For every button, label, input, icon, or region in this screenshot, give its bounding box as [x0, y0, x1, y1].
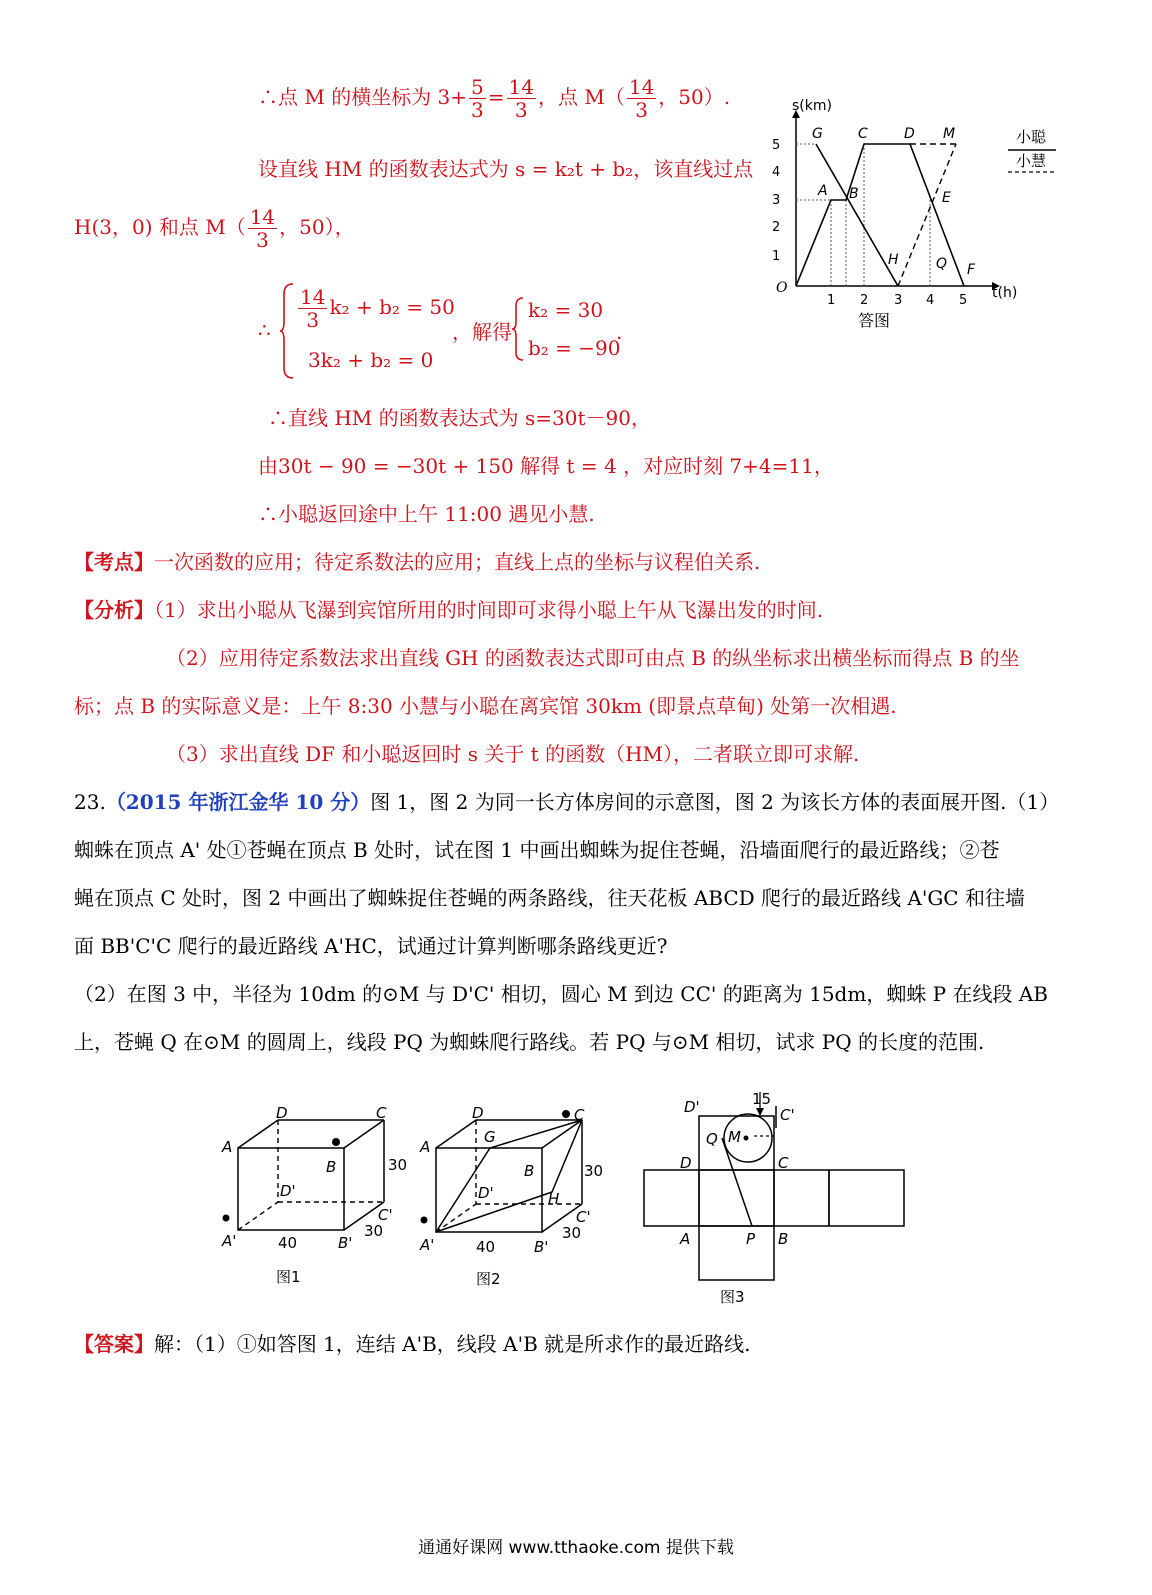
fig1-d2: D'	[280, 1182, 296, 1200]
xtick-5: 5	[959, 293, 968, 308]
xtick-2: 2	[860, 293, 869, 308]
equation-1: $\frac{14}{3}$ k₂ + b₂ = 50	[300, 285, 455, 332]
point-f: F	[967, 262, 976, 278]
q23-line-5: （2）在图 3 中，半径为 10dm 的⊙M 与 D'C' 相切，圆心 M 到边 CC' 的距离为 15dm，蜘蛛 P 在线段 AB	[74, 982, 1048, 1006]
fig2-d2: D'	[478, 1184, 494, 1202]
xtick-1: 1	[827, 293, 836, 308]
fig2-dim-30-depth: 30	[562, 1224, 582, 1242]
period: .	[616, 320, 623, 344]
figure-3	[640, 1088, 912, 1314]
graph-caption: 答图	[858, 311, 891, 330]
fig3-m: M	[728, 1128, 741, 1146]
line-hm-expression: ∴直线 HM 的函数表达式为 s=30t－90，	[268, 406, 651, 430]
line-hm	[898, 144, 956, 286]
fraction-14-3-b: $\frac{14}{3}$	[628, 75, 655, 122]
fig3-c2: C'	[780, 1106, 795, 1124]
equation-2: 3k₂ + b₂ = 0	[308, 348, 434, 372]
b-value: b₂ = −90	[528, 336, 621, 360]
fenxi-line-2b: 标；点 B 的实际意义是：上午 8:30 小慧与小聪在离宾馆 30km (即景点草甸) 处第一次相遇.	[74, 694, 897, 718]
kaodian-tag: 【考点】	[74, 550, 154, 574]
q23-line-2: 蜘蛛在顶点 A' 处①苍蝇在顶点 B 处时，试在图 1 中画出蜘蛛为捉住苍蝇，沿墙面爬行的最近路线；②苍	[74, 838, 1000, 862]
footer: 通通好课网 www.tthaoke.com 提供下载	[418, 1538, 734, 1558]
fig1-b: B	[326, 1158, 337, 1176]
fig1-a: A	[222, 1138, 233, 1156]
ytick-3: 3	[772, 193, 781, 208]
fenxi-line-1: 【分析】（1）求出小聪从飞瀑到宾馆所用的时间即可求得小聪上午从飞瀑出发的时间.	[74, 598, 824, 622]
fig2-h: H	[548, 1190, 560, 1208]
fig1-c2: C'	[378, 1206, 393, 1224]
set-line-hm: 设直线 HM 的函数表达式为 s = k₂t + b₂，该直线过点	[258, 157, 754, 181]
fig3-d: D	[680, 1154, 692, 1172]
fig1-dim-30-depth: 30	[364, 1222, 384, 1240]
point-c: C	[858, 126, 868, 142]
fly-icon	[562, 1110, 570, 1118]
segment-pq	[722, 1138, 752, 1226]
fig1-b2: B'	[338, 1234, 353, 1252]
fig1-dim-30-height: 30	[388, 1156, 408, 1174]
kaodian-line	[74, 548, 760, 576]
fig2-c2: C'	[576, 1208, 591, 1226]
therefore-symbol: ∴	[258, 318, 271, 342]
fig3-dim-15: 15	[752, 1090, 772, 1108]
fig2-g: G	[484, 1128, 496, 1146]
x-axis-label: t(h)	[992, 285, 1018, 301]
fraction-14-3: $\frac{14}{3}$	[508, 75, 534, 122]
spider-icon	[421, 1217, 428, 1224]
point-d: D	[904, 126, 915, 142]
ytick-1: 1	[772, 249, 781, 264]
fig2-dim-30-height: 30	[584, 1162, 604, 1180]
ytick-5: 5	[772, 138, 781, 153]
q23-line-1: 23.（2015 年浙江金华 10 分）图 1，图 2 为同一长方体房间的示意图，图 2 为该长方体的表面展开图.（1）	[74, 790, 1060, 814]
fig3-a: A	[680, 1230, 691, 1248]
q23-line-6: 上，苍蝇 Q 在⊙M 的圆周上，线段 PQ 为蜘蛛爬行路线。若 PQ 与⊙M 相切，试求 PQ 的长度的范围.	[74, 1030, 985, 1054]
spider-icon	[223, 1215, 230, 1222]
fig3-caption: 图3	[720, 1288, 745, 1306]
figure-1	[214, 1104, 414, 1294]
fig1-d: D	[276, 1104, 288, 1122]
fig2-dim-40: 40	[476, 1238, 496, 1256]
figure-2	[412, 1106, 616, 1296]
legend-xiaohui: 小慧	[1016, 152, 1047, 170]
point-g: G	[812, 126, 823, 142]
point-e: E	[942, 190, 951, 206]
fig1-dim-40: 40	[278, 1234, 298, 1252]
fig2-a2: A'	[420, 1236, 435, 1254]
q23-number: 23.	[74, 790, 106, 814]
conclusion: ∴小聪返回途中上午 11:00 遇见小慧.	[258, 502, 595, 526]
fig3-q: Q	[706, 1130, 718, 1148]
point-b: B	[849, 186, 859, 202]
point-a: A	[818, 183, 828, 199]
fig2-caption: 图2	[476, 1270, 501, 1288]
m-abscissa-line: ∴点 M 的横坐标为 3+ $\frac{5}{3}$ = $\frac{14}{3}$ ，点 M（ $\frac{14}{3}$ ，50）.	[258, 75, 731, 122]
answer-line	[74, 1330, 751, 1358]
fig3-d2: D'	[684, 1098, 700, 1116]
left-brace-icon-2	[511, 296, 525, 362]
fig3-p: P	[746, 1230, 756, 1248]
fig3-b: B	[778, 1230, 789, 1248]
fig2-c: C	[574, 1106, 585, 1124]
ytick-4: 4	[772, 165, 781, 180]
left-brace-icon	[279, 282, 295, 380]
point-m: M	[943, 126, 956, 142]
fenxi-line-2a: （2）应用待定系数法求出直线 GH 的函数表达式即可由点 B 的纵坐标求出横坐标而得点 B 的坐	[166, 646, 1020, 670]
q23-source: （2015 年浙江金华 10 分）	[105, 790, 371, 814]
ytick-2: 2	[772, 220, 781, 235]
legend-xiaocong: 小聪	[1016, 128, 1047, 146]
h-m-points: H(3，0) 和点 M（ $\frac{14}{3}$ ，50），	[74, 205, 355, 252]
fig2-b2: B'	[534, 1238, 549, 1256]
m-abscissa-pre: ∴点 M 的横坐标为 3+	[258, 85, 468, 109]
answer-graph	[760, 92, 1060, 342]
fig1-caption: 图1	[276, 1268, 301, 1286]
point-q: Q	[936, 256, 948, 272]
from-equation: 由30t − 90 = −30t + 150 解得 t = 4 ，对应时刻 7+4=11，	[258, 454, 834, 478]
fraction-5-3: $\frac{5}{3}$	[471, 75, 484, 122]
fig2-d: D	[472, 1106, 484, 1122]
xtick-3: 3	[894, 293, 903, 308]
fenxi-tag: 【分析】	[74, 598, 154, 622]
q23-line-4: 面 BB'C'C 爬行的最近路线 A'HC，试通过计算判断哪条路线更近?	[74, 934, 668, 958]
point-h: H	[888, 252, 899, 268]
y-axis-label: s(km)	[792, 98, 832, 114]
answer-tag: 【答案】	[74, 1332, 154, 1356]
fly-icon	[332, 1138, 340, 1146]
answer-text: 解：（1）①如答图 1，连结 A'B，线段 A'B 就是所求作的最近路线.	[154, 1332, 751, 1356]
origin-label: O	[776, 280, 788, 296]
fig1-c: C	[376, 1104, 387, 1122]
fig3-c: C	[778, 1154, 789, 1172]
fig1-a2: A'	[222, 1232, 237, 1250]
fig2-b: B	[524, 1162, 535, 1180]
k-value: k₂ = 30	[528, 298, 604, 322]
q23-line-3: 蝇在顶点 C 处时，图 2 中画出了蜘蛛捉住苍蝇的两条路线，往天花板 ABCD 爬行的最近路线 A'GC 和往墙	[74, 886, 1025, 910]
fenxi-line-3: （3）求出直线 DF 和小聪返回时 s 关于 t 的函数（HM），二者联立即可求解.	[166, 742, 860, 766]
solve-text: ，解得	[452, 320, 512, 344]
xtick-4: 4	[926, 293, 935, 308]
fig2-a: A	[420, 1138, 431, 1156]
kaodian-text: 一次函数的应用；待定系数法的应用；直线上点的坐标与议程伯关系.	[154, 550, 761, 574]
